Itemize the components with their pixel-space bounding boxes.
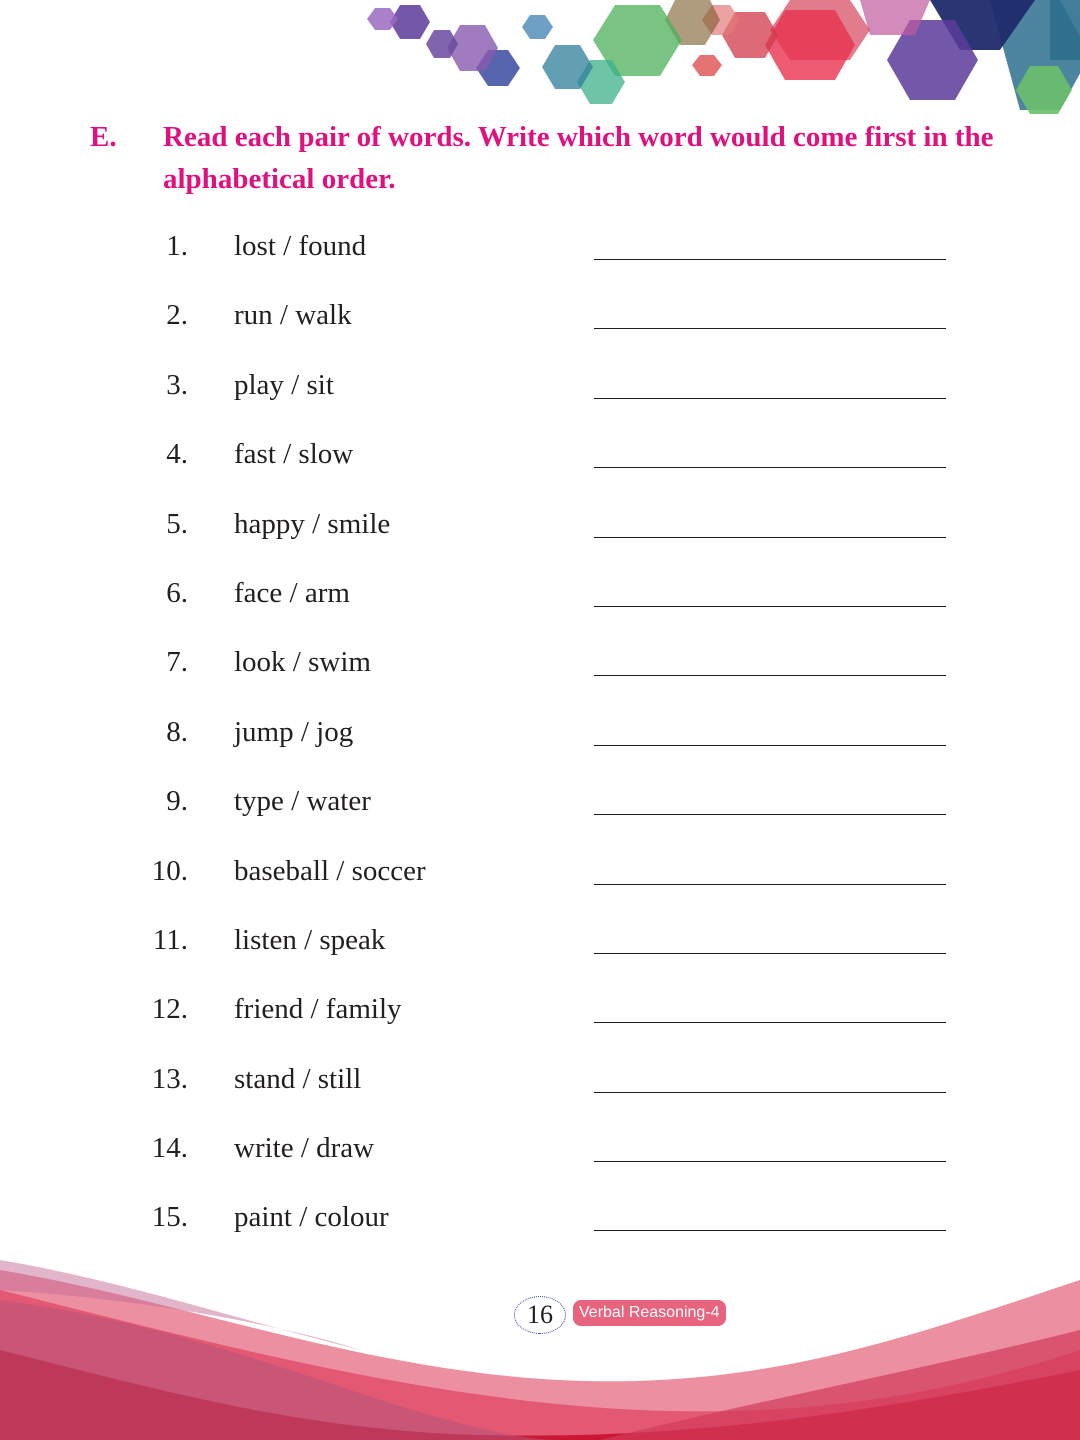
answer-blank[interactable]	[594, 1161, 946, 1162]
answer-blank[interactable]	[594, 953, 946, 954]
word-pair: type / water	[234, 785, 371, 818]
list-item	[0, 211, 1080, 280]
list-item	[0, 558, 1080, 627]
item-number: 2.	[166, 299, 188, 332]
list-item	[0, 1044, 1080, 1113]
list-item	[0, 905, 1080, 974]
wave-icon	[0, 1260, 1080, 1440]
item-number: 12.	[151, 993, 188, 1026]
list-item	[0, 350, 1080, 419]
word-pair: listen / speak	[234, 923, 386, 956]
answer-blank[interactable]	[594, 398, 946, 399]
word-pair: paint / colour	[234, 1201, 389, 1234]
word-pair: friend / family	[234, 993, 402, 1026]
answer-blank[interactable]	[594, 537, 946, 538]
item-number: 15.	[151, 1201, 188, 1234]
word-pair: stand / still	[234, 1062, 362, 1095]
book-title-badge: Verbal Reasoning-4	[573, 1300, 726, 1326]
item-number: 14.	[151, 1132, 188, 1165]
word-pair: face / arm	[234, 576, 350, 609]
word-pair: baseball / soccer	[234, 854, 426, 887]
answer-blank[interactable]	[594, 675, 946, 676]
item-number: 10.	[151, 854, 188, 887]
answer-blank[interactable]	[594, 884, 946, 885]
list-item	[0, 766, 1080, 835]
page-footer	[0, 1296, 1080, 1336]
word-pair: run / walk	[234, 299, 352, 332]
list-item	[0, 1182, 1080, 1251]
answer-blank[interactable]	[594, 1092, 946, 1093]
word-pair-list	[0, 211, 1080, 1252]
page-number: 16	[514, 1296, 566, 1334]
answer-blank[interactable]	[594, 606, 946, 607]
word-pair: lost / found	[234, 230, 367, 262]
decorative-waves	[0, 1260, 1080, 1440]
item-number: 8.	[166, 715, 188, 748]
item-number: 13.	[151, 1062, 188, 1095]
answer-blank[interactable]	[594, 328, 946, 329]
answer-blank[interactable]	[594, 1022, 946, 1023]
word-pair: look / swim	[234, 646, 371, 679]
word-pair: jump / jog	[234, 715, 354, 748]
exercise-instruction: Read each pair of words. Write which word would come first in the alphabetical order.	[163, 121, 994, 195]
list-item	[0, 836, 1080, 905]
list-item	[0, 974, 1080, 1043]
item-number: 11.	[152, 923, 188, 956]
word-pair: happy / smile	[234, 507, 391, 540]
list-item	[0, 280, 1080, 349]
item-number: 4.	[166, 438, 188, 471]
list-item	[0, 627, 1080, 696]
answer-blank[interactable]	[594, 467, 946, 468]
decorative-hexagons	[0, 0, 1080, 130]
item-number: 7.	[166, 646, 188, 679]
list-item	[0, 489, 1080, 558]
item-number: 5.	[166, 507, 188, 540]
list-item	[0, 1113, 1080, 1182]
word-pair: play / sit	[234, 368, 334, 401]
answer-blank[interactable]	[594, 745, 946, 746]
answer-blank[interactable]	[594, 1230, 946, 1231]
item-number: 1.	[166, 230, 188, 262]
answer-blank[interactable]	[594, 814, 946, 815]
item-number: 9.	[166, 785, 188, 818]
exercise-letter: E.	[90, 121, 117, 153]
item-number: 6.	[166, 576, 188, 609]
hexagon-cluster-icon	[367, 0, 1080, 114]
answer-blank[interactable]	[594, 259, 946, 260]
word-pair: write / draw	[234, 1132, 375, 1165]
word-pair: fast / slow	[234, 438, 354, 471]
list-item	[0, 419, 1080, 488]
item-number: 3.	[166, 368, 188, 401]
list-item	[0, 697, 1080, 766]
